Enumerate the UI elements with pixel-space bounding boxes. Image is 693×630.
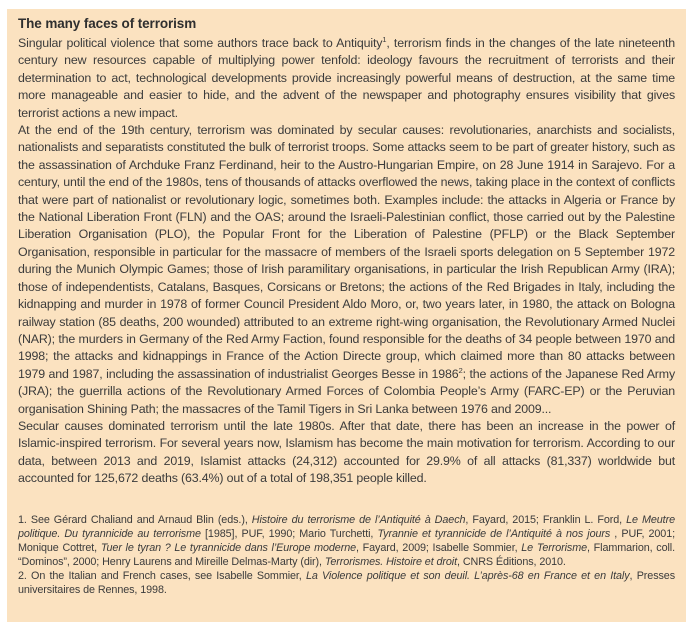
body-text <box>18 35 675 488</box>
text-segment: 1. See Gérard Chaliand and Arnaud Blin (eds.), <box>18 513 252 526</box>
text-segment: Terrorismes. Histoire et droit <box>324 555 458 568</box>
panel-title: The many faces of terrorism <box>18 16 197 31</box>
text-segment: La Violence politique et son deuil. L’après-68 en France et en Italy <box>305 569 630 582</box>
footnote-1 <box>18 513 675 569</box>
text-segment: Tuer le tyran ? Le tyrannicide dans l’Europe moderne <box>100 541 357 554</box>
text-segment: 2. On the Italian and French cases, see Isabelle Sommier, <box>18 569 306 582</box>
text-segment: Secular causes dominated terrorism until the late 1980s. After that date, there has been an increase in the power of Islamic-inspired terrorism. For several years now, Islamism has become the main motivation for terrorism. According to our data, between 2013 and 2019, Islamist attacks (24,312) accounted for 29.9% of all attacks (81,337) worldwide but accounted for 125,672 deaths (63.4%) out of a total of 198,351 people killed. <box>18 418 675 486</box>
text-segment: Histoire du terrorisme de l’Antiquité à Daech <box>251 513 466 526</box>
text-segment: ; the actions of the Japanese Red Army (JRA); the guerrilla actions of the Revolutionary Armed Forces of Colombia People’s Army (FARC-EP) or the Peruvian organisation Shining Path; the massacres of the Tamil Tigers in Sri Lanka between 1976 and 2009... <box>18 366 676 416</box>
text-segment: [1985], PUF, 1990; Mario Turchetti, <box>200 527 378 540</box>
footnote-marker: 1 <box>382 34 387 44</box>
text-segment: , PUF, 2001; Monique Cottret, <box>18 527 675 554</box>
text-segment: At the end of the 19th century, terrorism was dominated by secular causes: revolutionaries, anarchists and socialists, nationalists and separatists constituted the bulk of terrorist troops. Some attacks seem to be part of greater history, such as the assassination of Archduke Franz Ferdinand, heir to the Austro-Hungarian Empire, on 28 June 1914 in Sarajevo. For a century, until the end of the 1980s, tens of thousands of attacks overflowed the news, taking place in the context of conflicts that were part of nationalist or revolutionary logic, sometimes both. Examples include: the attacks in Algeria or France by the National Liberation Front (FLN) and the OAS; around the Israeli-Palestinian conflict, those carried out by the Palestine Liberation Organisation (PLO), the Popular Front for the Liberation of Palestine (PFLP) or the Black September Organisation, responsible in particular for the massacre of members of the Israeli sports delegation on 5 September 1972 during the Munich Olympic Games; those of Irish paramilitary organisations, in particular the Irish Republican Army (IRA); those of independentists, Catalans, Basques, Corsicans or Bretons; the actions of the Red Brigades in Italy, including the kidnapping and murder in 1978 of former Council President Aldo Moro, or, two years later, in 1980, the attack on Bologna railway station (85 deaths, 200 wounded) attributed to an extreme right-wing organisation, the Revolutionary Armed Nuclei (NAR); the murders in Germany of the Red Army Faction, found responsible for the deaths of 34 people between 1970 and 1998; the attacks and kidnappings in France of the Action Directe group, which claimed more than 80 attacks between 1979 and 1987, including the assassination of industrialist Georges Besse in 1986 <box>18 123 675 381</box>
text-segment: , Fayard, 2015; Franklin L. Ford, <box>465 513 627 526</box>
text-segment: Le Meutre politique. Du tyrannicide au terrorisme <box>18 513 675 540</box>
text-segment: , Presses universitaires de Rennes, 1998. <box>18 569 675 596</box>
text-segment: , Flammarion, coll. “Dominos”, 2000; Henry Laurens and Mireille Delmas-Marty (dir), <box>18 541 675 568</box>
footnote-marker: 2 <box>458 365 463 375</box>
text-segment: , terrorism finds in the changes of the late nineteenth century new resources capable of multiplying power tenfold: ideology favours the recruitment of terrorists and their determination to act, technological developments provide increasingly powerful means of destruction, at the same time more manageable and easier to hide, and the advent of the newspaper and photography ensures visibility that gives terrorist actions a new impact. <box>18 36 675 120</box>
text-segment: Tyrannie et tyrannicide de l’Antiquité à nos jours <box>377 527 611 540</box>
text-segment: Le Terrorisme <box>521 541 588 554</box>
footnotes <box>18 513 675 597</box>
text-segment: , Fayard, 2009; Isabelle Sommier, <box>356 541 522 554</box>
footnote-2 <box>18 569 675 597</box>
paragraph-history <box>18 122 675 418</box>
text-segment: Singular political violence that some authors trace back to Antiquity <box>18 36 383 50</box>
paragraph-intro <box>18 35 675 122</box>
paragraph-statistics <box>18 418 675 488</box>
text-segment: , CNRS Éditions, 2010. <box>457 555 566 568</box>
text-box-panel <box>7 9 686 622</box>
